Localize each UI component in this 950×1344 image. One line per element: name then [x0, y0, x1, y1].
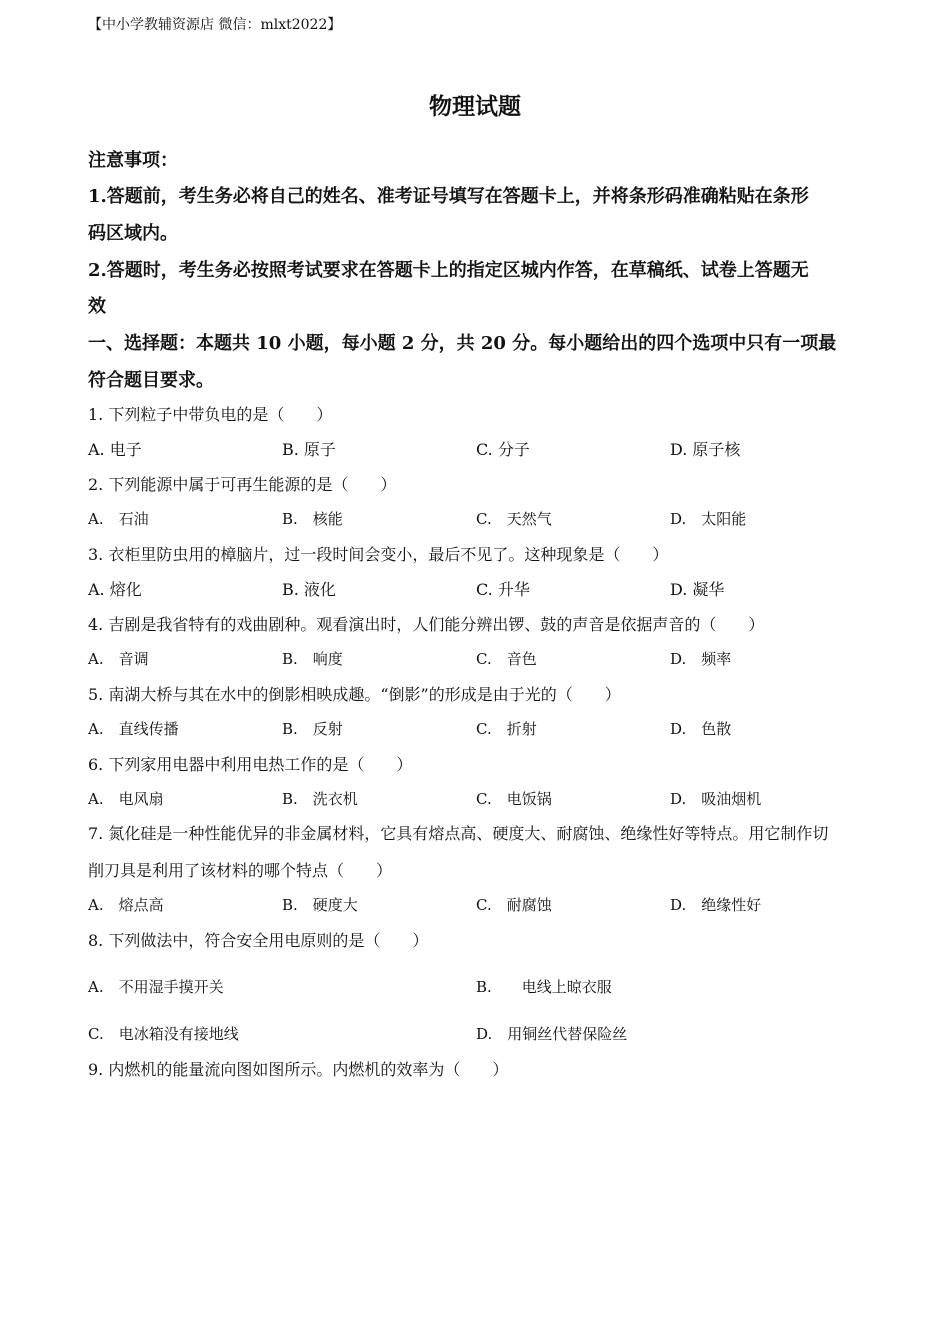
- question-8-stem: 8. 下列做法中，符合安全用电原则的是（ ）: [88, 931, 429, 950]
- question-4-stem: 4. 吉剧是我省特有的戏曲剧种。观看演出时，人们能分辨出锣、鼓的声音是依据声音的（ ）: [88, 615, 765, 634]
- question-3-option-a: A. 熔化: [88, 580, 142, 599]
- notice-item-1-line-2: 码区域内。: [88, 223, 178, 244]
- question-6-option-b: B. 洗衣机: [282, 790, 358, 808]
- question-6-option-d: D. 吸油烟机: [670, 790, 762, 808]
- question-6-option-a: A. 电风扇: [88, 790, 164, 808]
- question-7-option-b: B. 硬度大: [282, 896, 358, 914]
- question-3-option-b: B. 液化: [282, 580, 336, 599]
- question-2-option-c: C. 天然气: [476, 510, 552, 528]
- question-8-option-b: B. 电线上晾衣服: [476, 978, 612, 996]
- question-1-option-c: C. 分子: [476, 440, 530, 459]
- question-7-option-c: C. 耐腐蚀: [476, 896, 552, 914]
- notice-item-2-line-2: 效: [88, 296, 106, 317]
- question-5-stem: 5. 南湖大桥与其在水中的倒影相映成趣。“倒影”的形成是由于光的（ ）: [88, 685, 621, 704]
- page-title: 物理试题: [429, 93, 521, 120]
- question-1-option-d: D. 原子核: [670, 440, 741, 459]
- question-1-stem: 1. 下列粒子中带负电的是（ ）: [88, 405, 333, 424]
- question-4-option-d: D. 频率: [670, 650, 732, 668]
- question-4-option-b: B. 响度: [282, 650, 343, 668]
- notice-heading: 注意事项：: [88, 150, 178, 171]
- question-5-option-c: C. 折射: [476, 720, 537, 738]
- question-8-option-d: D. 用铜丝代替保险丝: [476, 1025, 628, 1043]
- question-7-stem-line-1: 7. 氮化硅是一种性能优异的非金属材料，它具有熔点高、硬度大、耐腐蚀、绝缘性好等特点。用它制作切: [88, 824, 829, 843]
- question-9-stem: 9. 内燃机的能量流向图如图所示。内燃机的效率为（ ）: [88, 1060, 509, 1079]
- question-7-option-d: D. 绝缘性好: [670, 896, 762, 914]
- question-5-option-a: A. 直线传播: [88, 720, 179, 738]
- question-2-option-b: B. 核能: [282, 510, 343, 528]
- notice-item-2-line-1: 2.答题时，考生务必按照考试要求在答题卡上的指定区城内作答，在草稿纸、试卷上答题无: [88, 260, 809, 281]
- section-1-heading-line-1: 一、选择题：本题共 10 小题，每小题 2 分，共 20 分。每小题给出的四个选项中只有一项最: [88, 333, 837, 354]
- question-6-stem: 6. 下列家用电器中利用电热工作的是（ ）: [88, 755, 413, 774]
- question-4-option-a: A. 音调: [88, 650, 149, 668]
- question-3-option-d: D. 凝华: [670, 580, 725, 599]
- question-5-option-b: B. 反射: [282, 720, 343, 738]
- question-1-option-b: B. 原子: [282, 440, 336, 459]
- question-4-option-c: C. 音色: [476, 650, 537, 668]
- question-2-option-a: A. 石油: [88, 510, 149, 528]
- question-3-stem: 3. 衣柜里防虫用的樟脑片，过一段时间会变小，最后不见了。这种现象是（ ）: [88, 545, 669, 564]
- section-1-heading-line-2: 符合题目要求。: [88, 370, 214, 391]
- question-1-option-a: A. 电子: [88, 440, 142, 459]
- question-8-option-a: A. 不用湿手摸开关: [88, 978, 224, 996]
- header-note: 【中小学教辅资源店 微信：mlxt2022】: [88, 17, 342, 33]
- question-2-stem: 2. 下列能源中属于可再生能源的是（ ）: [88, 475, 397, 494]
- question-2-option-d: D. 太阳能: [670, 510, 747, 528]
- question-6-option-c: C. 电饭锅: [476, 790, 552, 808]
- question-7-option-a: A. 熔点高: [88, 896, 164, 914]
- notice-item-1-line-1: 1.答题前，考生务必将自己的姓名、准考证号填写在答题卡上，并将条形码准确粘贴在条形: [88, 186, 809, 207]
- question-7-stem-line-2: 削刀具是利用了该材料的哪个特点（ ）: [88, 861, 393, 880]
- question-3-option-c: C. 升华: [476, 580, 530, 599]
- question-8-option-c: C. 电冰箱没有接地线: [88, 1025, 239, 1043]
- question-5-option-d: D. 色散: [670, 720, 732, 738]
